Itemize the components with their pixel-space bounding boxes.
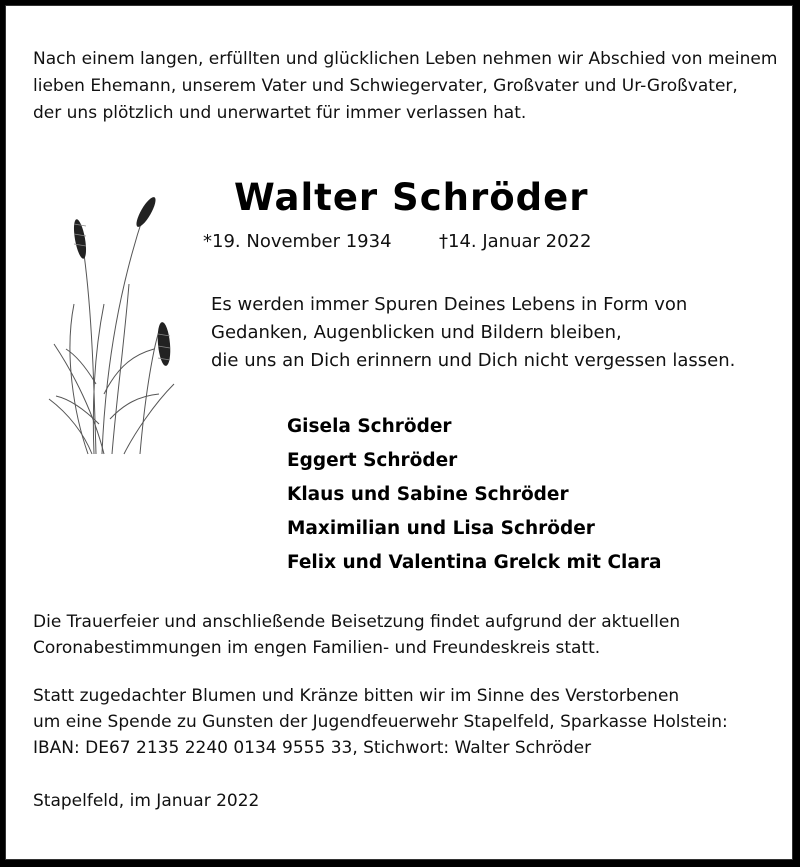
intro-line: Nach einem langen, erfüllten und glücklichen Leben nehmen wir Abschied von meinem [33,49,778,69]
mourner-name: Felix und Valentina Grelck mit Clara [287,552,662,573]
ceremony-line: Coronabestimmungen im engen Familien- und Freundeskreis statt. [33,638,601,658]
quote-line: Gedanken, Augenblicken und Bildern bleiben, [211,322,622,343]
place-and-date: Stapelfeld, im Januar 2022 [33,791,260,811]
ceremony-notice [33,609,793,661]
wheat-ears-icon [44,184,184,469]
quote-line: Es werden immer Spuren Deines Lebens in Form von [211,294,688,315]
ceremony-line: Die Trauerfeier und anschließende Beisetzung findet aufgrund der aktuellen [33,612,681,632]
donation-line: um eine Spende zu Gunsten der Jugendfeuerwehr Stapelfeld, Sparkasse Holstein: [33,712,728,732]
donation-notice [33,683,793,761]
memorial-quote [211,291,771,375]
obituary-notice [5,5,793,860]
intro-line: lieben Ehemann, unserem Vater und Schwiegervater, Großvater und Ur-Großvater, [33,76,738,96]
mourner-name: Eggert Schröder [287,450,458,471]
mourner-name: Klaus und Sabine Schröder [287,484,569,505]
quote-line: die uns an Dich erinnern und Dich nicht vergessen lassen. [211,350,736,371]
birth-date: *19. November 1934 [203,231,392,252]
intro-text [33,46,793,127]
death-date: †14. Januar 2022 [439,231,592,252]
mourners-list [287,410,767,580]
donation-line: IBAN: DE67 2135 2240 0134 9555 33, Stichwort: Walter Schröder [33,738,592,758]
mourner-name: Maximilian und Lisa Schröder [287,518,595,539]
donation-line: Statt zugedachter Blumen und Kränze bitten wir im Sinne des Verstorbenen [33,686,680,706]
intro-line: der uns plötzlich und unerwartet für immer verlassen hat. [33,103,527,123]
mourner-name: Gisela Schröder [287,416,452,437]
deceased-name: Walter Schröder [234,176,589,219]
